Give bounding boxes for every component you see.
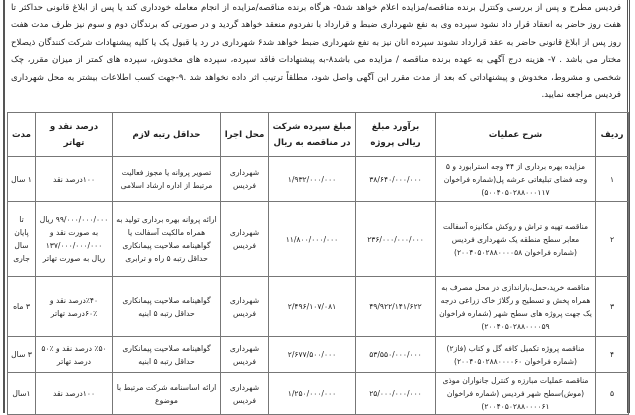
cell-cash-barter-percent: ۹۹/۰۰۰/۰۰۰/۰۰۰ ریال به صورت نقد و ۱۳۷/۰۰۰/۰۰۰/۰۰۰ ریال به صورت تهاتر — [36, 202, 113, 277]
header-duration: مدت — [8, 113, 36, 157]
cell-duration: ۱سال — [8, 373, 36, 415]
cell-row-number: ۲ — [596, 202, 629, 277]
cell-minimum-grade: ارائه اساسنامه شرکت مرتبط با موضوع — [113, 373, 221, 415]
cell-estimated-amount: ۴۹/۹۲۲/۱۴۱/۶۲۲ — [356, 277, 436, 337]
cell-operation-description: مزایده بهره برداری از ۴۴ وجه استرابورد و ۵ وجه فضای تبلیغاتی عرشه پل(شماره فراخوان ۵۰۰۴۰۵۰۲۸۸۰۰۰۱۱۷) — [436, 157, 596, 202]
cell-deposit-amount: ۱/۹۳۲/۰۰۰/۰۰۰ — [269, 157, 356, 202]
cell-deposit-amount: ۱/۲۵۰/۰۰۰/۰۰۰ — [269, 373, 356, 415]
table-row — [8, 157, 629, 202]
tender-table — [7, 112, 629, 415]
cell-operation-description: مناقصه تهیه و تراش و روکش مکانیزه آسفالت معابر سطح منطقه یک شهرداری فردیس (شماره فراخوان ۲۰۰۴۰۵۰۲۸۸۰۰۰۰۵۸) — [436, 202, 596, 277]
cell-operation-description: مناقصه عملیات مبارزه و کنترل جانواران موذی (موش)سطح شهر فردیس (شماره فراخوان ۲۰۰۴۰۵۰۲۸۸۰۰۰۰۶۱) — [436, 373, 596, 415]
cell-duration: ۳ سال — [8, 337, 36, 373]
cell-duration: ۳ ماه — [8, 277, 36, 337]
cell-execution-location: شهرداری فردیس — [221, 337, 269, 373]
header-minimum-grade: حداقل رتبه لازم — [113, 113, 221, 157]
cell-execution-location: شهرداری فردیس — [221, 202, 269, 277]
table-row — [8, 202, 629, 277]
cell-deposit-amount: ۲/۴۹۶/۱۰۷/۰۸۱ — [269, 277, 356, 337]
cell-cash-barter-percent: ۱۰۰درصد نقد — [36, 157, 113, 202]
cell-minimum-grade: گواهینامه صلاحیت پیمانکاری حداقل رتبه ۵ ابنیه — [113, 337, 221, 373]
header-operation-description: شرح عملیات — [436, 113, 596, 157]
header-row-number: ردیف — [596, 113, 629, 157]
document — [3, 0, 630, 413]
cell-minimum-grade: گواهینامه صلاحیت پیمانکاری حداقل رتبه ۵ ابنیه — [113, 277, 221, 337]
cell-estimated-amount: ۳۸/۶۴۰/۰۰۰/۰۰۰ — [356, 157, 436, 202]
table-header — [8, 113, 629, 157]
table-row — [8, 337, 629, 373]
header-estimated-amount: برآورد مبلغ ریالی پروژه — [356, 113, 436, 157]
cell-cash-barter-percent: ٪۴۰درصد نقد و ٪۶۰درصد تهاتر — [36, 277, 113, 337]
terms-paragraph: فردیس مطرح و پس از بررسی وکنترل برنده مناقصه/مزایده اعلام خواهد شد۵- هرگاه برنده مناقصه/مزایده از انجام معامله خودداری کند یا پس از ابلاغ قانونی حداکثر تا هفت روز حاضر به انعقاد قرار داد نشود سپرده وی به نفع شهرداری ضبط و قرارداد با نفردوم منعقد خواهد گردید و در صورتی که برندگان دوم و سوم نیز ظرف مدت هفت روز پس از ابلاغ قانونی حاضر به عقد قرارداد نشوند سپرده انان نیز به نفع شهرداری ضبط خواهد شد۶ شهرداری در رد یا قبول یک یا کلیه پیشنهادات شرکت کنندگان ذیصلاح مختار می باشد . ۷- هزینه درج آگهی به عهده برنده مناقصه / مزایده می باشد۸-به پیشنهادات فاقد سپرده، سپرده های مخدوش، سپرده های کمتر از میزان مقرر، چک شخصی و مشروط، مخدوش و پیشنهاداتی که بعد از مدت مقرر این آگهی واصل شود، مطلقاً ترتیب اثر داده نخواهد شد .۹-جهت کسب اطلاعات بیشتر به محل شهرداری فردیس مراجعه نمایید. — [11, 3, 622, 101]
cell-row-number: ۳ — [596, 277, 629, 337]
cell-duration: تا پایان سال جاری — [8, 202, 36, 277]
cell-minimum-grade: ارائه پروانه بهره برداری تولید به همراه مالکیت آسفالت یا گواهینامه صلاحیت پیمانکاری حداقل رتبه ۵ راه و ترابری — [113, 202, 221, 277]
cell-execution-location: شهرداری فردیس — [221, 157, 269, 202]
cell-row-number: ۱ — [596, 157, 629, 202]
cell-estimated-amount: ۲۵/۰۰۰/۰۰۰/۰۰۰ — [356, 373, 436, 415]
cell-operation-description: مناقصه خرید،حمل،باراندازی در محل مصرف به همراه پخش و تسطیح و رگلاژ خاک زراعی درجه یک جهت پروژه های سطح شهر (شماره فراخوان ۲۰۰۴۰۵۰۲۸۸۰۰۰۰۵۹) — [436, 277, 596, 337]
cell-row-number: ۵ — [596, 373, 629, 415]
cell-operation-description: مناقصه پروژه تکمیل کافه گل و کتاب (فاز۲) (شماره فراخوان ۲۰۰۴۰۵۰۲۸۸۰۰۰۰۶۰) — [436, 337, 596, 373]
table-row — [8, 373, 629, 415]
cell-estimated-amount: ۲۳۶/۰۰۰/۰۰۰/۰۰۰ — [356, 202, 436, 277]
cell-deposit-amount: ۲/۶۷۷/۵۰۰/۰۰۰ — [269, 337, 356, 373]
header-cash-barter-percent: درصد نقد و تهاتر — [36, 113, 113, 157]
cell-execution-location: شهرداری فردیس — [221, 277, 269, 337]
cell-row-number: ۴ — [596, 337, 629, 373]
table-row — [8, 277, 629, 337]
header-deposit-amount: مبلغ سپرده شرکت در مناقصه به ریال — [269, 113, 356, 157]
header-execution-location: محل اجرا — [221, 113, 269, 157]
cell-estimated-amount: ۵۳/۵۵۰/۰۰۰/۰۰۰ — [356, 337, 436, 373]
cell-execution-location: شهرداری فردیس — [221, 373, 269, 415]
cell-duration: ۱ سال — [8, 157, 36, 202]
cell-cash-barter-percent: ۱۰۰درصد نقد — [36, 373, 113, 415]
cell-minimum-grade: تصویر پروانه یا مجوز فعالیت مرتبط از اداره ارشاد اسلامی — [113, 157, 221, 202]
cell-cash-barter-percent: ٪۵۰ درصد نقد و ٪۵۰ درصد تهاتر — [36, 337, 113, 373]
cell-deposit-amount: ۱۱/۸۰۰/۰۰۰/۰۰۰ — [269, 202, 356, 277]
